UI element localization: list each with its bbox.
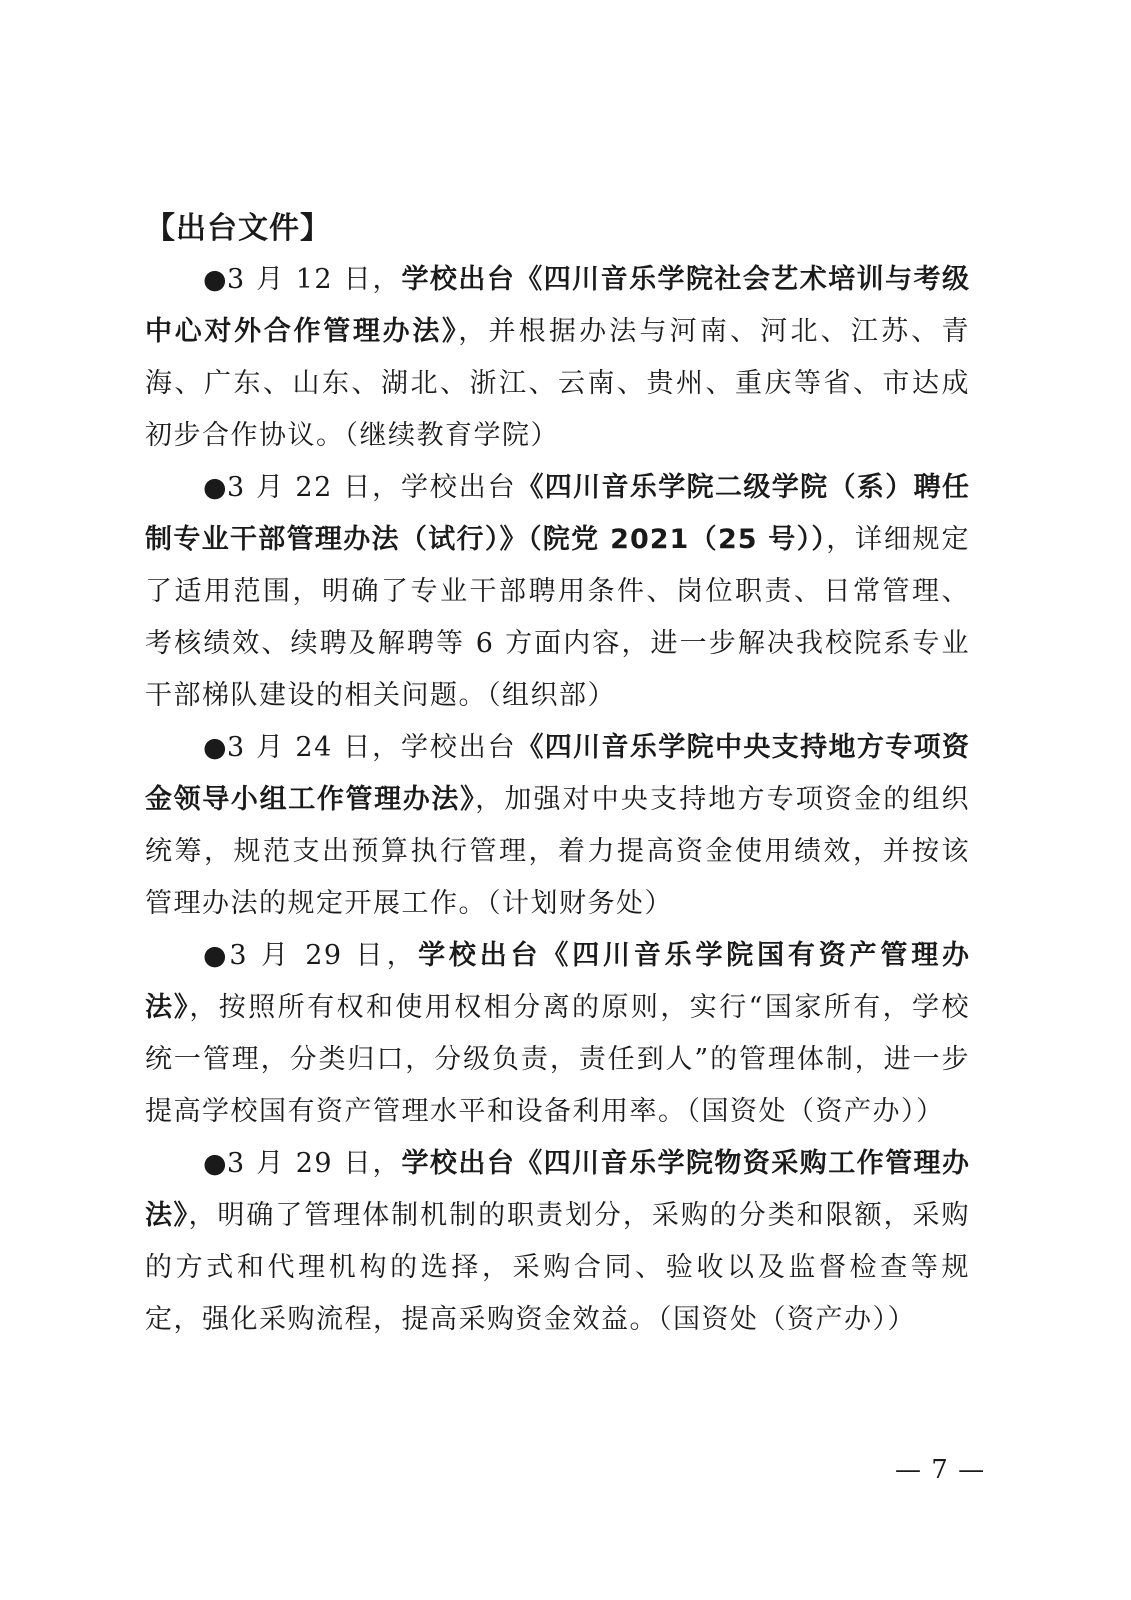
item-department: （国资处（资产办）） bbox=[658, 1304, 916, 1335]
list-item bbox=[145, 462, 970, 722]
item-date: 3 月 29 日， bbox=[227, 1148, 402, 1179]
bullet-icon: ● bbox=[203, 472, 227, 503]
item-date: 3 月 29 日， bbox=[229, 940, 419, 971]
item-department: （组织部） bbox=[487, 680, 616, 711]
item-department: （国资处（资产办）） bbox=[686, 1096, 945, 1127]
item-title: 《四川音乐学院二级学院（系）聘任制专业干部管理办法（试行）》（院党 2021（25 号）） bbox=[145, 472, 970, 555]
item-title: 《四川音乐学院中央支持地方专项资金领导小组工作管理办法》 bbox=[145, 732, 970, 815]
item-lead: 学校出台 bbox=[401, 264, 516, 295]
bullet-icon: ● bbox=[203, 264, 228, 295]
item-title: 《四川音乐学院社会艺术培训与考级中心对外合作管理办法》 bbox=[145, 264, 970, 347]
list-item bbox=[145, 930, 970, 1138]
item-body: ，并根据办法与河南、河北、江苏、青海、广东、山东、湖北、浙江、云南、贵州、重庆等省、市达成初步合作协议。 bbox=[145, 316, 971, 451]
item-lead: 学校出台 bbox=[400, 732, 517, 763]
item-title: 《四川音乐学院物资采购工作管理办法》 bbox=[145, 1148, 970, 1231]
section-heading: 【出台文件】 bbox=[145, 211, 331, 246]
item-lead: 学校出台 bbox=[401, 1148, 516, 1179]
item-department: （继续教育学院） bbox=[344, 420, 559, 451]
item-body: ，详细规定了适用范围，明确了专业干部聘用条件、岗位职责、日常管理、考核绩效、续聘及解聘等 6 方面内容，进一步解决我校院系专业干部梯队建设的相关问题。 bbox=[145, 524, 970, 711]
item-date: 3 月 22 日， bbox=[226, 472, 401, 503]
list-item bbox=[145, 1138, 970, 1346]
list-item bbox=[145, 254, 970, 462]
item-body: ，按照所有权和使用权相分离的原则，实行“国家所有，学校统一管理，分类归口，分级负责，责任到人”的管理体制，进一步提高学校国有资产管理水平和设备利用率。 bbox=[145, 992, 970, 1127]
item-date: 3 月 12 日， bbox=[227, 264, 402, 295]
item-body: ，加强对中央支持地方专项资金的组织统筹，规范支出预算执行管理，着力提高资金使用绩效，并按该管理办法的规定开展工作。 bbox=[145, 784, 971, 919]
item-body: ，明确了管理体制机制的职责划分，采购的分类和限额，采购的方式和代理机构的选择，采购合同、验收以及监督检查等规定，强化采购流程，提高采购资金效益。 bbox=[145, 1200, 971, 1335]
bullet-icon: ● bbox=[203, 940, 230, 971]
item-department: （计划财务处） bbox=[487, 888, 673, 919]
item-title: 《四川音乐学院国有资产管理办法》 bbox=[145, 940, 971, 1023]
item-lead: 学校出台 bbox=[418, 940, 542, 971]
bullet-icon: ● bbox=[203, 1148, 228, 1179]
page-number: — 7 — bbox=[895, 1455, 986, 1485]
list-item bbox=[145, 722, 970, 930]
item-lead: 学校出台 bbox=[400, 472, 517, 503]
bullet-icon: ● bbox=[203, 732, 227, 763]
item-date: 3 月 24 日， bbox=[226, 732, 401, 763]
